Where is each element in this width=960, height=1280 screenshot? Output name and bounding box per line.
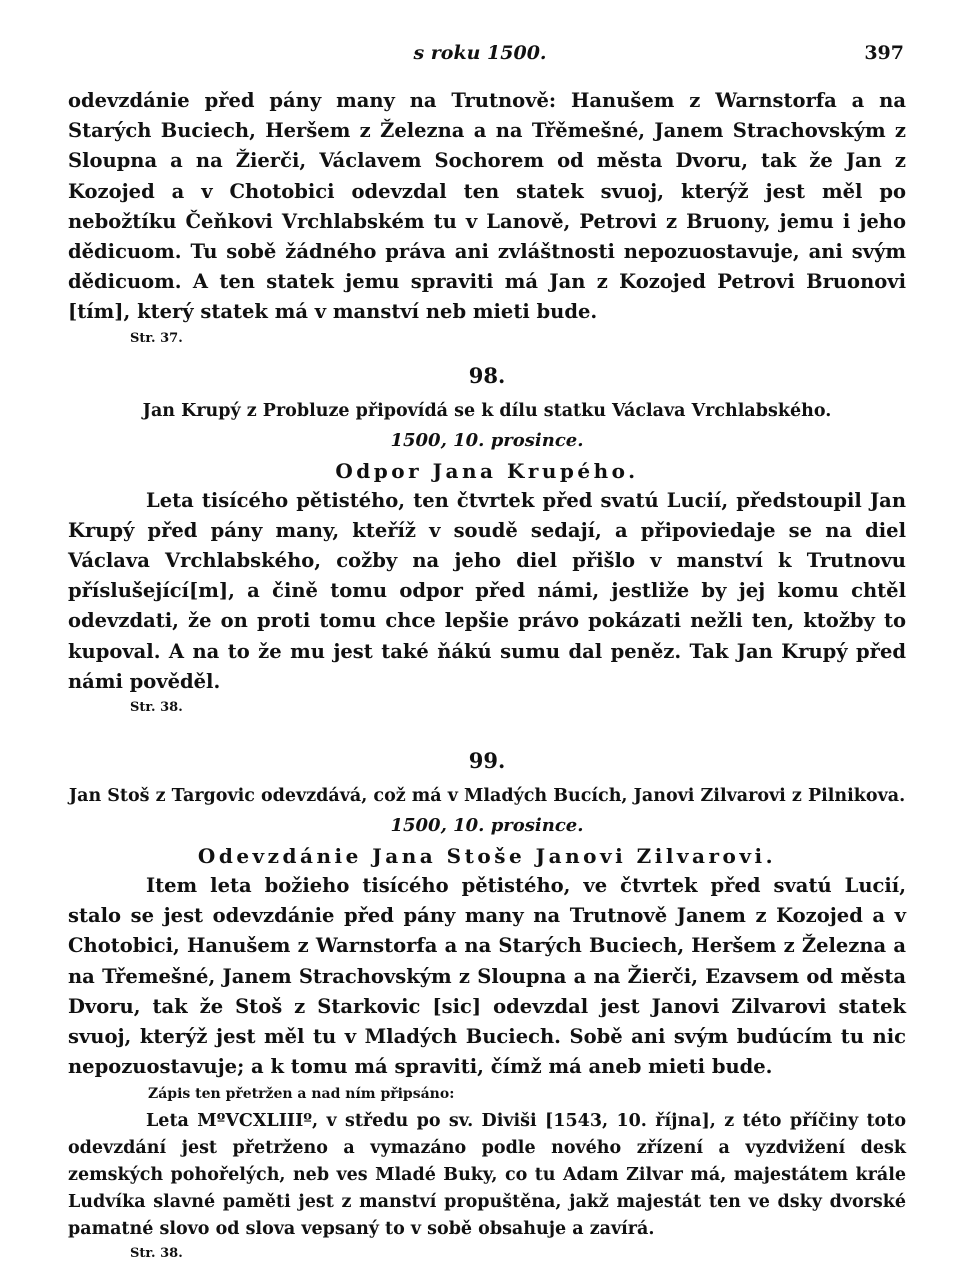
intro-paragraph: odevzdánie před pány many na Trutnově: Hanušem z Warnstorfa a na Starých Buciech, Heršem z Železna a na Třěmešné, Janem Strachovským z Sloupna a na Žierči, Václavem Sochorem od města Dvoru, tak že Jan z Kozojed a v Chotobici odevzdal ten statek svuoj, kterýž jest měl po nebožtíku Čeňkovi Vrchlabském tu v Lanově, Petrovi z Bruony, jemu i jeho dědicuom. Tu sobě žádného práva ani zvláštnosti nepozuostavuje, ani svým dědicuom. A ten statek jemu spraviti má Jan z Kozojed Petrovi Bruonovi [tím], který statek má v manství neb mieti bude. (68, 89, 906, 324)
document-source-ref: Str. 38. (130, 700, 183, 716)
document-number: 98. (468, 362, 506, 388)
document-99 (68, 747, 906, 1263)
running-head (0, 40, 960, 66)
document-heading: Odpor Jana Krupého. (335, 458, 639, 483)
document-date: 1500, 10. prosince. (390, 815, 584, 837)
document-date: 1500, 10. prosince. (390, 429, 584, 451)
document-body: Leta tisícého pětistého, ten čtvrtek před svatú Lucií, předstoupil Jan Krupý před pány many, kteříž v soudě sedají, a připoviedaje se na diel Václava Vrchlabského, cožby na jeho diel přišlo v manství k Trutnovu příslušející[m], a čině tomu odpor před námi, jestliže by jej komu chtěl odevzdati, že on proti tomu chce lepšie právo pokázati nežli ten, ktožby to kupoval. A na to že mu jest také ňákú sumu dal peněz. Tak Jan Krupý před námi pověděl. (68, 488, 906, 693)
note-label: Zápis ten přetržen a nad ním připsáno: (148, 1086, 455, 1103)
document-source-ref: Str. 38. (130, 1246, 183, 1262)
document-number: 99. (468, 748, 506, 774)
document-summary: Jan Stoš z Targovic odevzdává, což má v Mladých Bucích, Janovi Zilvarovi z Pilnikova. (68, 786, 906, 807)
page-number: 397 (864, 42, 904, 64)
document-body: Item leta božieho tisícého pětistého, ve čtvrtek před svatú Lucií, stalo se jest odevzdánie před pány many na Trutnově Janem z Kozojed a v Chotobici, Hanušem z Warnstorfa a na Starých Buciech, Heršem z Železna a na Třemešné, Janem Strachovským z Sloupna a na Žierči, Ezavsem od města Dvoru, tak že Stoš z Starkovic [sic] odevzdal jest Janovi Zilvarovi statek svuoj, kterýž jest měl tu v Mladých Buciech. Sobě ani svým budúcím tu nic nepozuostavuje; a k tomu má spraviti, čímž má aneb mieti bude. (68, 874, 906, 1079)
note-text: Leta MºVCXLIIIº, v středu po sv. Diviši [1543, 10. října], z této příčiny toto odevzdání jest přetrženo a vymazáno podle nového zřízení a vyzdvižení desk zemských pohořelých, neb ves Mladé Buky, co tu Adam Zilvar má, majestátem krále Ludvíka slavné paměti jest z manství propuštěna, jakž majestát ten ve dsky dvorské pamatné slovo od slova vepsaný to v sobě obsahuje a zavírá. (68, 1111, 906, 1240)
page-content (68, 86, 906, 1263)
intro-source-ref: Str. 37. (130, 330, 183, 346)
document-summary: Jan Krupý z Probluze připovídá se k dílu statku Václava Vrchlabského. (142, 400, 832, 421)
document-heading: Odevzdánie Jana Stoše Janovi Zilvarovi. (197, 844, 777, 869)
document-98 (68, 362, 906, 717)
running-title: s roku 1500. (413, 42, 547, 64)
